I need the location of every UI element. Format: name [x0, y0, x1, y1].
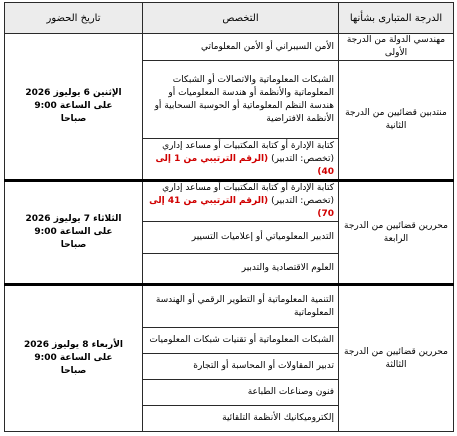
table-row: [5, 285, 454, 328]
header-row: [5, 3, 454, 34]
date-time: على الساعة 9:00: [34, 227, 113, 237]
table-row: [5, 181, 454, 222]
date-time: على الساعة 9:00: [34, 353, 113, 363]
specialty-cell: [143, 139, 339, 181]
grade-cell: محررين قضائيين من الدرجة الثالثة: [339, 285, 454, 432]
specialty-cell: فنون وصناعات الطباعة: [143, 380, 339, 406]
grade-cell: محررين قضائيين من الدرجة الرابعة: [339, 181, 454, 285]
date-day: الثلاثاء 7 يوليوز 2026: [25, 214, 122, 224]
date-period: صباحا: [60, 366, 87, 376]
date-time: على الساعة 9:00: [34, 101, 113, 111]
specialty-line: [147, 195, 334, 221]
header-specialty: التخصص: [143, 3, 339, 34]
specialty-cell: [143, 181, 339, 222]
header-grade: الدرجة المتبارى بشأنها: [339, 3, 454, 34]
specialty-cell: إلكتروميكانيك الأنظمة التلقائية: [143, 406, 339, 432]
specialty-sub: (تخصص: التدبير): [271, 196, 334, 206]
date-day: الأربعاء 8 يوليوز 2026: [23, 340, 124, 350]
header-date: تاريخ الحضور: [5, 3, 143, 34]
specialty-cell: الشبكات المعلوماتية والاتصالات أو الشبكات المعلوماتية والأنظمة أو هندسة المعلوميات أو هندسة النظم المعلوماتية أو الحوسبة السحابية أو الأنظمة الافتراضية: [143, 61, 339, 139]
date-day: الإثنين 6 يوليوز 2026: [25, 88, 122, 98]
grade-cell: منتدبين قضائيين من الدرجة الثانية: [339, 61, 454, 181]
table-row: [5, 34, 454, 61]
specialty-cell: الأمن السيبراني أو الأمن المعلوماتي: [143, 34, 339, 61]
specialty-cell: تدبير المقاولات أو المحاسبة أو التجارة: [143, 354, 339, 380]
date-period: صباحا: [60, 240, 87, 250]
rank-range: (الرقم الترتيبي من 1 إلى 40): [155, 153, 334, 177]
grade-cell: مهندسي الدولة من الدرجة الأولى: [339, 34, 454, 61]
schedule-table: [4, 2, 454, 432]
specialty-cell: التنمية المعلوماتية أو التطوير الرقمي أو الهندسة المعلوماتية: [143, 285, 339, 328]
specialty-text: كتابة الإدارة أو كتابة المكتبيات أو مساعد إداري: [162, 140, 334, 151]
date-cell: [5, 285, 143, 432]
specialty-cell: التدبير المعلومياتي أو إعلاميات التسيير: [143, 222, 339, 254]
date-period: صباحا: [60, 114, 87, 124]
date-cell: [5, 181, 143, 285]
date-cell: [5, 34, 143, 181]
specialty-text: كتابة الإدارة أو كتابة المكتبيات أو مساعد إداري: [162, 183, 334, 193]
specialty-cell: العلوم الاقتصادية والتدبير: [143, 254, 339, 285]
specialty-line: [147, 153, 334, 179]
specialty-sub: (تخصص: التدبير): [271, 153, 334, 164]
rank-range: (الرقم الترتيبي من 41 إلى 70): [149, 196, 334, 219]
specialty-cell: الشبكات المعلوماتية أو تقنيات شبكات المعلوميات: [143, 328, 339, 354]
